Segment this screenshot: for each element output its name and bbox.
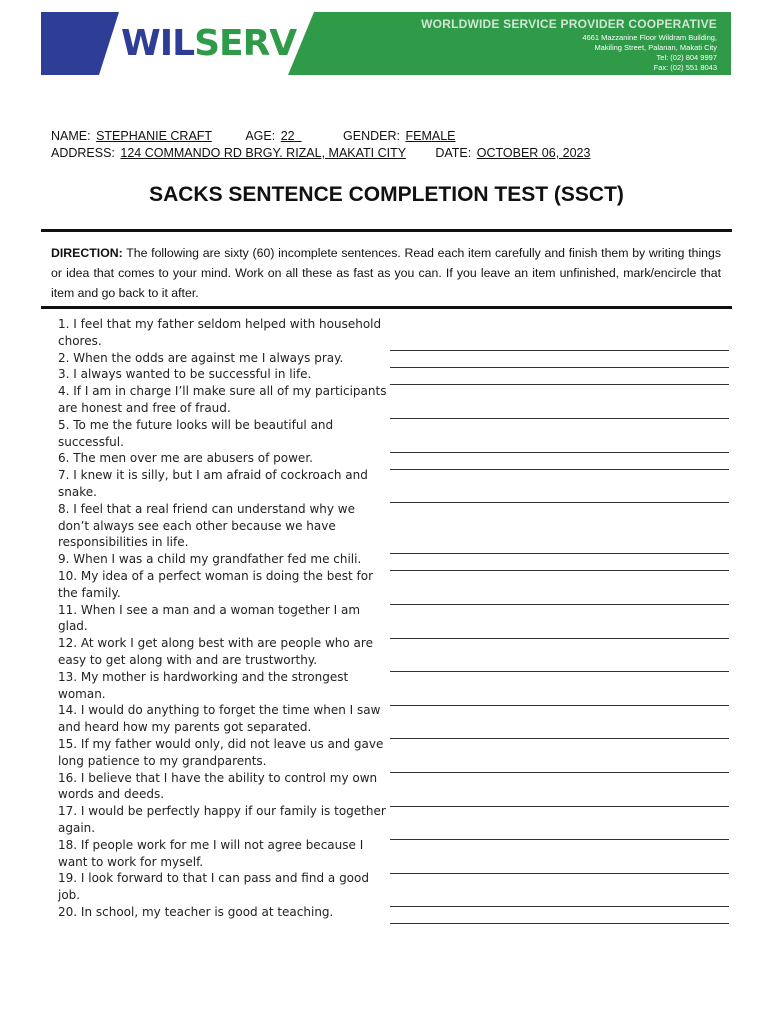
address-value: 124 COMMANDO RD BRGY. RIZAL, MAKATI CITY — [120, 146, 406, 160]
fax-line: Fax: (02) 551 8043 — [653, 63, 717, 72]
sentence-item: 9. When I was a child my grandfather fed me chili. — [58, 552, 362, 567]
sentence-item: 3. I always wanted to be successful in life. — [58, 367, 312, 382]
answer-line — [390, 839, 729, 840]
answer-line — [390, 806, 729, 807]
answer-line — [390, 367, 729, 368]
sentence-item: 20. In school, my teacher is good at teaching. — [58, 904, 334, 919]
logo-text-part-2: IL — [159, 23, 195, 64]
answer-line — [390, 738, 729, 739]
answer-line — [390, 638, 729, 639]
sentence-item: 10. My idea of a perfect woman is doing the best for the family. — [58, 568, 374, 600]
sentence-list — [58, 316, 388, 921]
page-title: SACKS SENTENCE COMPLETION TEST (SSCT) — [149, 183, 624, 206]
sentence-item: 2. When the odds are against me I always pray. — [58, 350, 344, 365]
direction-label: DIRECTION: — [51, 246, 123, 260]
sentence-item: 1. I feel that my father seldom helped with household chores. — [58, 317, 382, 348]
answer-line — [390, 906, 729, 907]
gender-value: FEMALE — [405, 129, 456, 143]
sentence-item: 18. If people work for me I will not agree because I want to work for myself. — [58, 837, 364, 869]
answer-line — [390, 418, 729, 419]
age-value: 22 — [280, 129, 295, 143]
answer-line — [390, 705, 729, 706]
date-value: OCTOBER 06, 2023 — [476, 146, 591, 160]
sentence-item: 17. I would be perfectly happy if our family is together again. — [58, 804, 386, 835]
answer-line — [390, 502, 729, 503]
gender-label: GENDER: — [343, 129, 400, 143]
sentence-item: 14. I would do anything to forget the time when I saw and heard how my parents got separated. — [58, 703, 381, 735]
address-line: Makiling Street, Palanan, Makati City — [594, 43, 717, 52]
answer-lines — [390, 0, 729, 1024]
answer-line — [390, 873, 729, 874]
answer-line — [390, 772, 729, 773]
sentence-item: 5. To me the future looks will be beautiful and successful. — [58, 417, 334, 449]
answer-line — [390, 384, 729, 385]
sentence-item: 4. If I am in charge I’ll make sure all of my participants are honest and free of fraud. — [58, 384, 387, 415]
name-value: STEPHANIE CRAFT — [96, 129, 212, 143]
sentence-item: 13. My mother is hardworking and the strongest woman. — [58, 669, 349, 701]
name-label: NAME: — [51, 129, 91, 143]
sentence-item: 12. At work I get along best with are people who are easy to get along with and are trustworthy. — [58, 636, 373, 667]
phone-line: Tel: (02) 804 9997 — [656, 53, 717, 62]
answer-line — [390, 553, 729, 554]
company-name: WORLDWIDE SERVICE PROVIDER COOPERATIVE — [421, 17, 717, 31]
answer-line — [390, 452, 729, 453]
answer-line — [390, 923, 729, 924]
sentence-item: 19. I look forward to that I can pass and find a good job. — [58, 871, 369, 903]
answer-line — [390, 350, 729, 351]
date-label: DATE: — [435, 146, 472, 160]
logo-text-part-1: W — [121, 23, 160, 64]
sentence-item: 6. The men over me are abusers of power. — [58, 451, 313, 466]
company-logo — [121, 24, 296, 64]
direction-text: The following are sixty (60) incomplete sentences. Read each item carefully and finish them by writing things or idea that comes to your mind. Work on all these as fast as you can. If you leave an item unfinished, mark/encircle that item and go back to it after. — [51, 246, 722, 300]
sentence-item: 7. I knew it is silly, but I am afraid of cockroach and snake. — [58, 468, 368, 499]
sentence-item: 8. I feel that a real friend can understand why we don’t always see each other because we have responsibilities in life. — [58, 501, 355, 550]
address-line: 4661 Mazzanine Floor Wildram Building, — [582, 33, 717, 42]
answer-line — [390, 671, 729, 672]
answer-line — [390, 469, 729, 470]
answer-line — [390, 604, 729, 605]
sentence-item: 16. I believe that I have the ability to control my own words and deeds. — [58, 770, 378, 802]
sentence-item: 11. When I see a man and a woman together I am glad. — [58, 602, 361, 634]
sentence-item: 15. If my father would only, did not leave us and gave long patience to my grandparents. — [58, 736, 384, 768]
age-label: AGE: — [245, 129, 276, 143]
answer-line — [390, 570, 729, 571]
logo-text-part-3: SERV — [194, 23, 297, 64]
address-label: ADDRESS: — [51, 146, 115, 160]
